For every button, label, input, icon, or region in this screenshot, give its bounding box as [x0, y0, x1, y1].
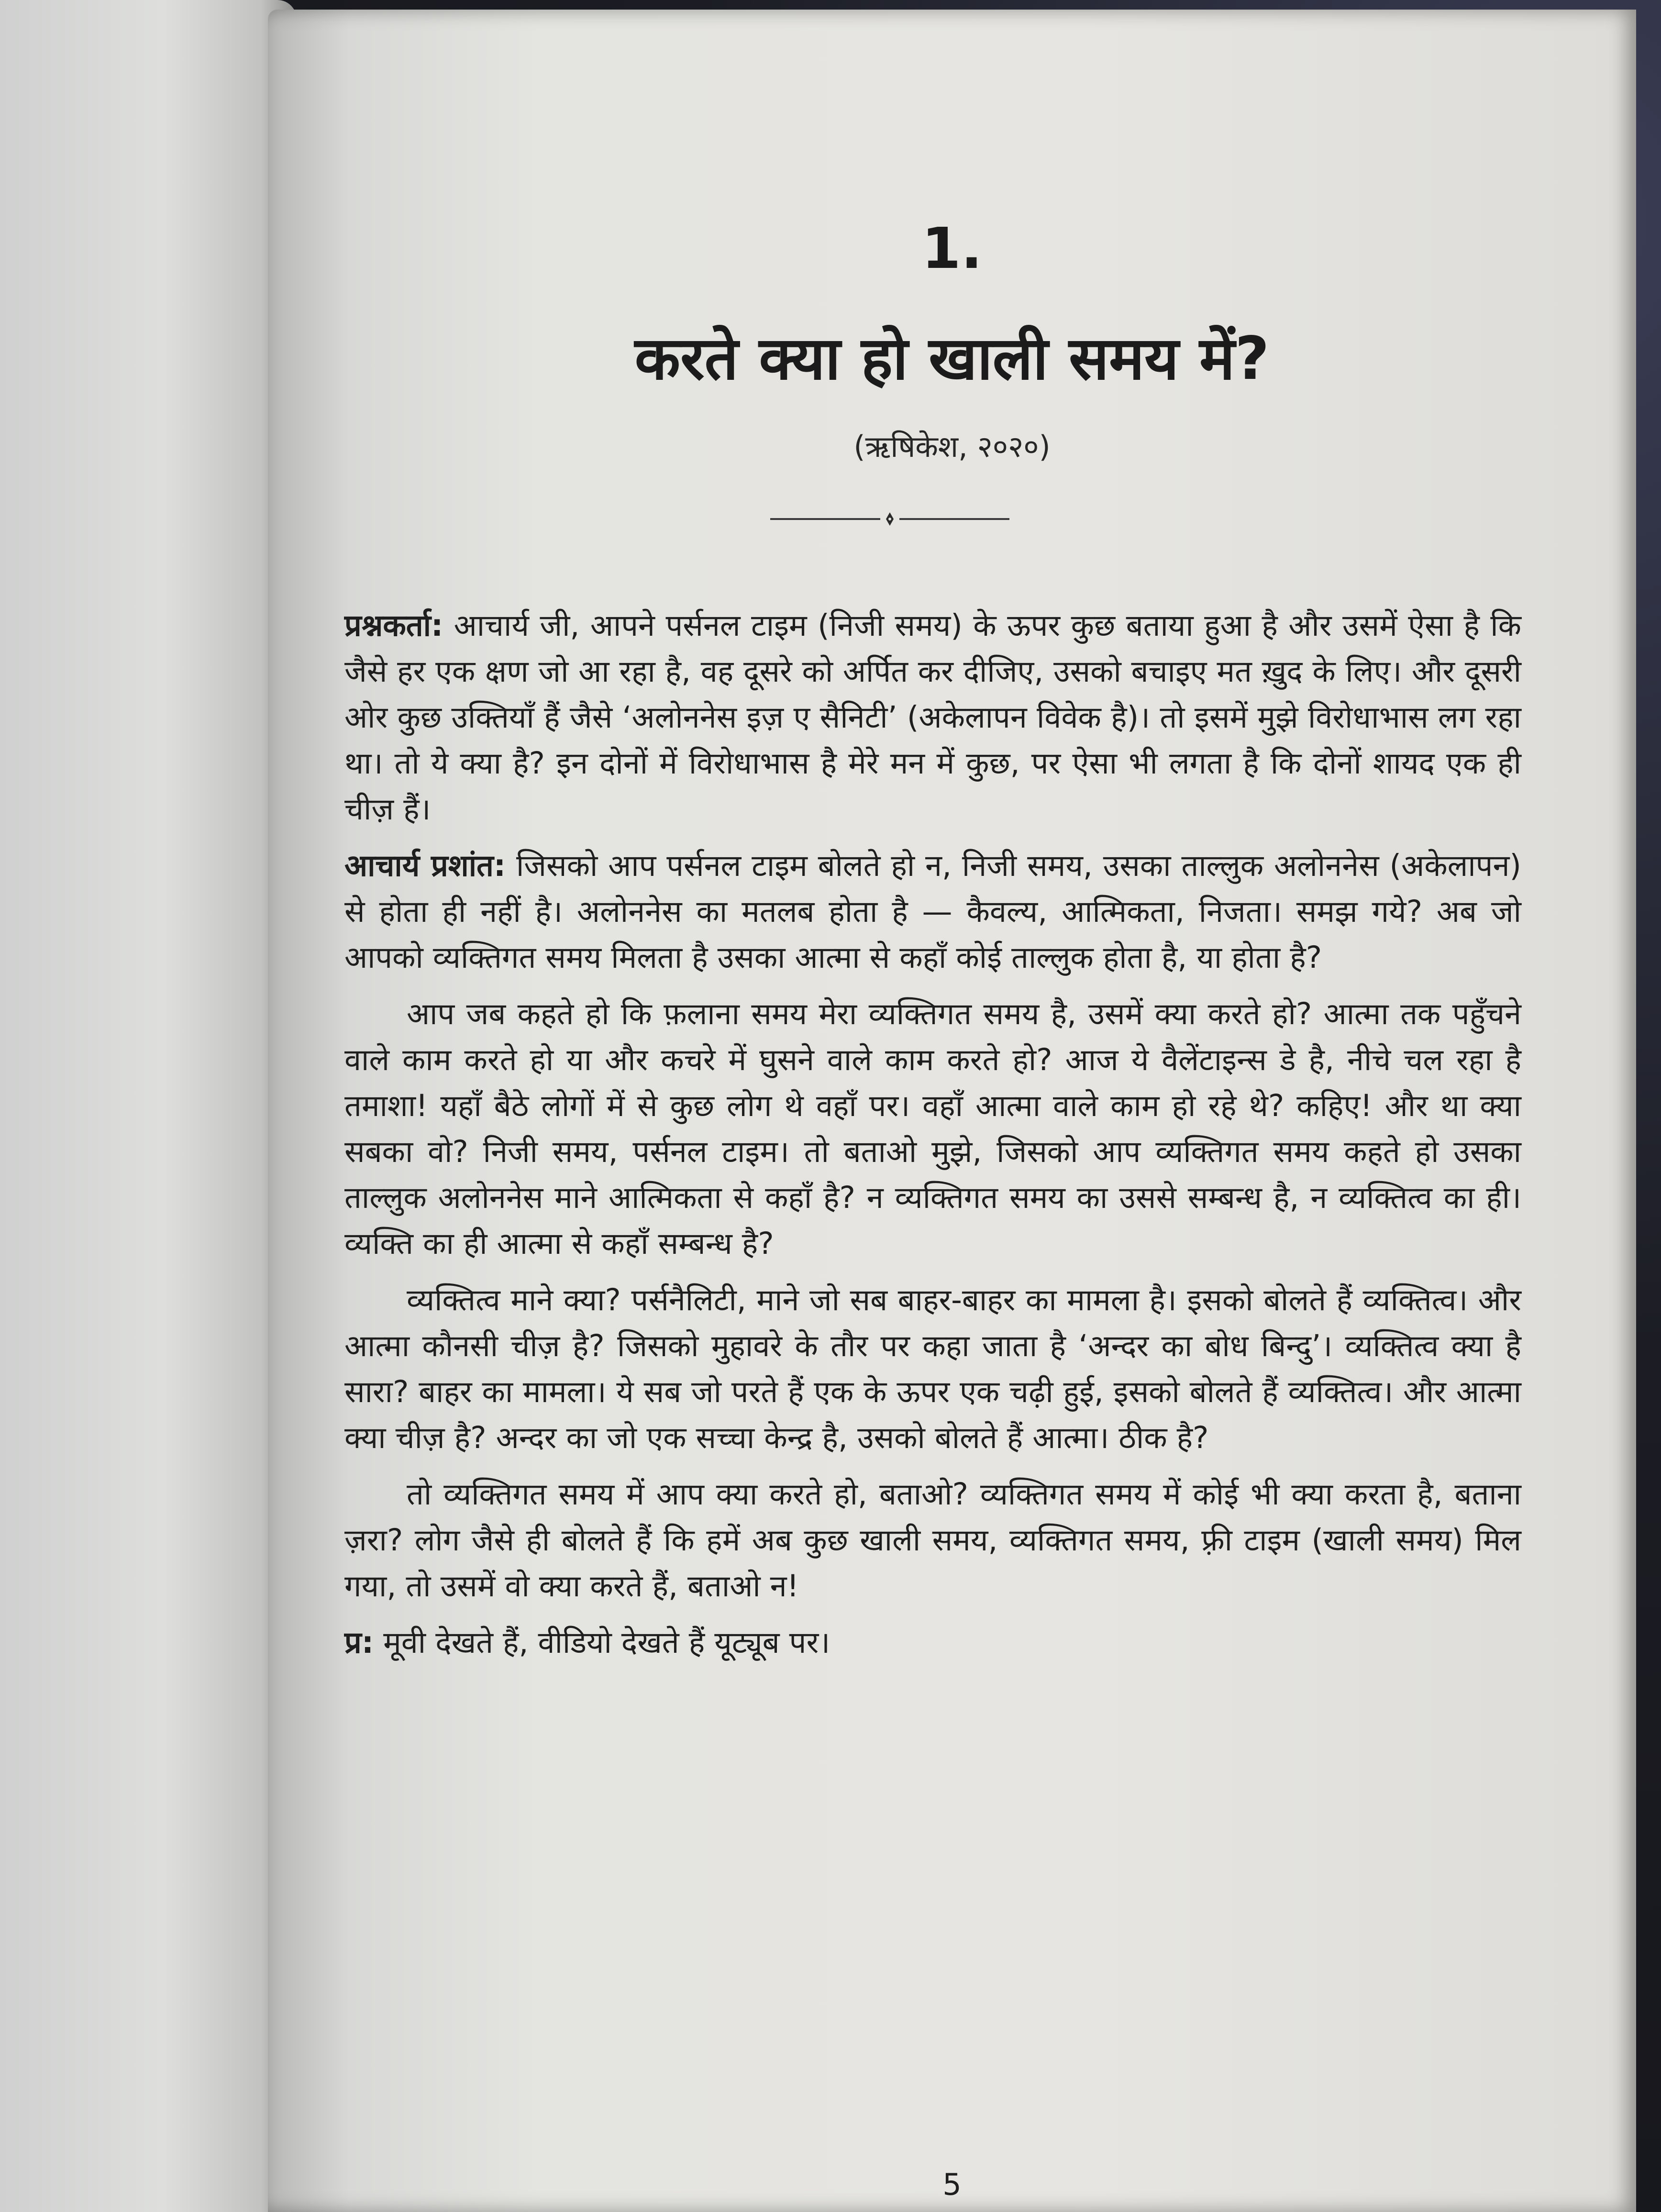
speaker-label: प्रश्नकर्ता:: [344, 608, 443, 643]
paragraph-text: मूवी देखते हैं, वीडियो देखते हैं यूट्यूब पर।: [374, 1625, 830, 1660]
body-text: [344, 603, 1521, 1676]
ornament-divider-icon: [765, 509, 1014, 529]
speaker-label: आचार्य प्रशांत:: [344, 848, 506, 883]
paragraph: [344, 1277, 1521, 1461]
speaker-label: प्र:: [344, 1625, 374, 1660]
paragraph-text: तो व्यक्तिगत समय में आप क्या करते हो, बताओ? व्यक्तिगत समय में कोई भी क्या करता है, बताना ज़रा? लोग जैसे ही बोलते हैं कि हमें अब कुछ खाली समय, व्यक्तिगत समय, फ़्री टाइम (खाली समय) मिल गया, तो उसमें वो क्या करते हैं, बताओ न!: [344, 1477, 1521, 1604]
paragraph: [344, 991, 1521, 1267]
paragraph-text: व्यक्तित्व माने क्या? पर्सनैलिटी, माने जो सब बाहर-बाहर का मामला है। इसको बोलते हैं व्यक्तित्व। और आत्मा कौनसी चीज़ है? जिसको मुहावरे के तौर पर कहा जाता है ‘अन्दर का बोध बिन्दु’। व्यक्तित्व क्या है सारा? बाहर का मामला। ये सब जो परते हैं एक के ऊपर एक चढ़ी हुई, इसको बोलते हैं व्यक्तित्व। और आत्मा क्या चीज़ है? अन्दर का जो एक सच्चा केन्द्र है, उसको बोलते हैं आत्मा। ठीक है?: [344, 1283, 1521, 1455]
paragraph-text: जिसको आप पर्सनल टाइम बोलते हो न, निजी समय, उसका ताल्लुक अलोननेस (अकेलापन) से होता ही नहीं है। अलोननेस का मतलब होता है — कैवल्य, आत्मिकता, निजता। समझ गये? अब जो आपको व्यक्तिगत समय मिलता है उसका आत्मा से कहाँ कोई ताल्लुक होता है, या होता है?: [344, 848, 1521, 975]
chapter-subtitle: (ऋषिकेश, २०२०): [853, 429, 1051, 464]
book-page: [268, 10, 1636, 2212]
paragraph-answer: [344, 843, 1521, 981]
chapter-title: करते क्या हो खाली समय में?: [634, 324, 1270, 393]
page-number: 5: [942, 2167, 962, 2202]
paragraph: [344, 1471, 1521, 1609]
paragraph-text: आचार्य जी, आपने पर्सनल टाइम (निजी समय) के ऊपर कुछ बताया हुआ है और उसमें ऐसा है कि जैसे हर एक क्षण जो आ रहा है, वह दूसरे को अर्पित कर दीजिए, उसको बचाइए मत ख़ुद के लिए। और दूसरी ओर कुछ उक्तियाँ हैं जैसे ‘अलोननेस इज़ ए सैनिटी’ (अकेलापन विवेक है)। तो इसमें मुझे विरोधाभास लग रहा था। तो ये क्या है? इन दोनों में विरोधाभास है मेरे मन में कुछ, पर ऐसा भी लगता है कि दोनों शायद एक ही चीज़ हैं।: [344, 608, 1521, 827]
facing-page-left: [0, 0, 297, 2212]
paragraph-question: [344, 1620, 1521, 1666]
chapter-number: 1.: [921, 215, 983, 281]
paragraph-question: [344, 603, 1521, 832]
paragraph-text: आप जब कहते हो कि फ़लाना समय मेरा व्यक्तिगत समय है, उसमें क्या करते हो? आत्मा तक पहुँचने वाले काम करते हो या और कचरे में घुसने वाले काम करते हो? आज ये वैलेंटाइन्स डे है, नीचे चल रहा है तमाशा! यहाँ बैठे लोगों में से कुछ लोग थे वहाँ पर। वहाँ आत्मा वाले काम हो रहे थे? कहिए! और था क्या सबका वो? निजी समय, पर्सनल टाइम। तो बताओ मुझे, जिसको आप व्यक्तिगत समय कहते हो उसका ताल्लुक अलोननेस माने आत्मिकता से कहाँ है? न व्यक्तिगत समय का उससे सम्बन्ध है, न व्यक्तित्व का ही। व्यक्ति का ही आत्मा से कहाँ सम्बन्ध है?: [344, 996, 1521, 1261]
